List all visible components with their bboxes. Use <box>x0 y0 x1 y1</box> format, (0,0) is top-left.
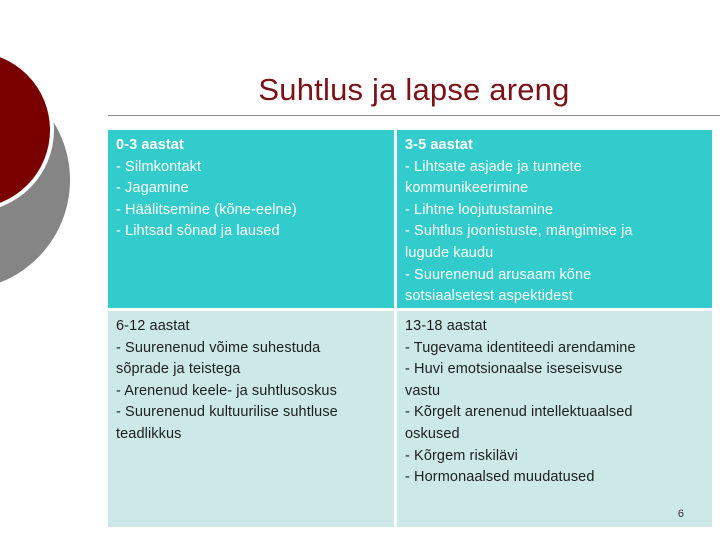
cell-heading: 6-12 aastat <box>116 318 190 334</box>
page-number: 6 <box>677 508 684 520</box>
cell-line: kommunikeerimine <box>405 180 529 197</box>
slide-title: Suhtlus ja lapse areng <box>258 72 570 107</box>
cell-line: - Kõrgem riskilävi <box>405 447 518 464</box>
cell-line: teadlikkus <box>116 425 182 442</box>
cell-line: - Arenenud keele- ja suhtlusoskus <box>116 382 337 399</box>
cell-line: - Suurenenud arusaam kõne <box>405 266 592 283</box>
cell-line: - Silmkontakt <box>116 158 202 175</box>
cell-line: vastu <box>405 382 441 399</box>
cell-line: - Tugevama identiteedi arendamine <box>405 339 636 356</box>
cell-line: - Häälitsemine (kõne-eelne) <box>116 201 297 218</box>
cell-line: - Hormonaalsed muudatused <box>405 469 595 486</box>
cell-line: - Lihtne loojutustamine <box>405 201 554 218</box>
cell-0-3-years <box>108 130 394 308</box>
cell-line: sotsiaalsetest aspektidest <box>405 288 573 305</box>
cell-line: - Jagamine <box>116 180 189 197</box>
development-table <box>108 130 712 527</box>
cell-line: - Lihtsad sõnad ja laused <box>116 223 280 240</box>
title-divider <box>108 115 720 116</box>
cell-line: - Suurenenud kultuurilise suhtluse <box>116 404 338 421</box>
cell-line: oskused <box>405 425 460 442</box>
cell-6-12-years <box>108 311 394 527</box>
decorative-circles-graphic <box>0 0 120 300</box>
cell-line: sõprade ja teistega <box>116 361 241 378</box>
cell-heading: 13-18 aastat <box>405 318 487 334</box>
cell-line: - Huvi emotsionaalse iseseisvuse <box>405 361 623 378</box>
cell-heading: 3-5 aastat <box>405 137 473 153</box>
cell-13-18-years <box>397 311 712 527</box>
cell-heading: 0-3 aastat <box>116 137 184 153</box>
cell-line: - Lihtsate asjade ja tunnete <box>405 158 582 175</box>
cell-line: - Kõrgelt arenenud intellektuaalsed <box>405 404 633 421</box>
cell-line: lugude kaudu <box>405 244 494 261</box>
cell-line: - Suhtlus joonistuste, mängimise ja <box>405 223 633 240</box>
cell-line: - Suurenenud võime suhestuda <box>116 339 321 356</box>
decorative-circles <box>0 0 120 300</box>
cell-3-5-years <box>397 130 712 308</box>
